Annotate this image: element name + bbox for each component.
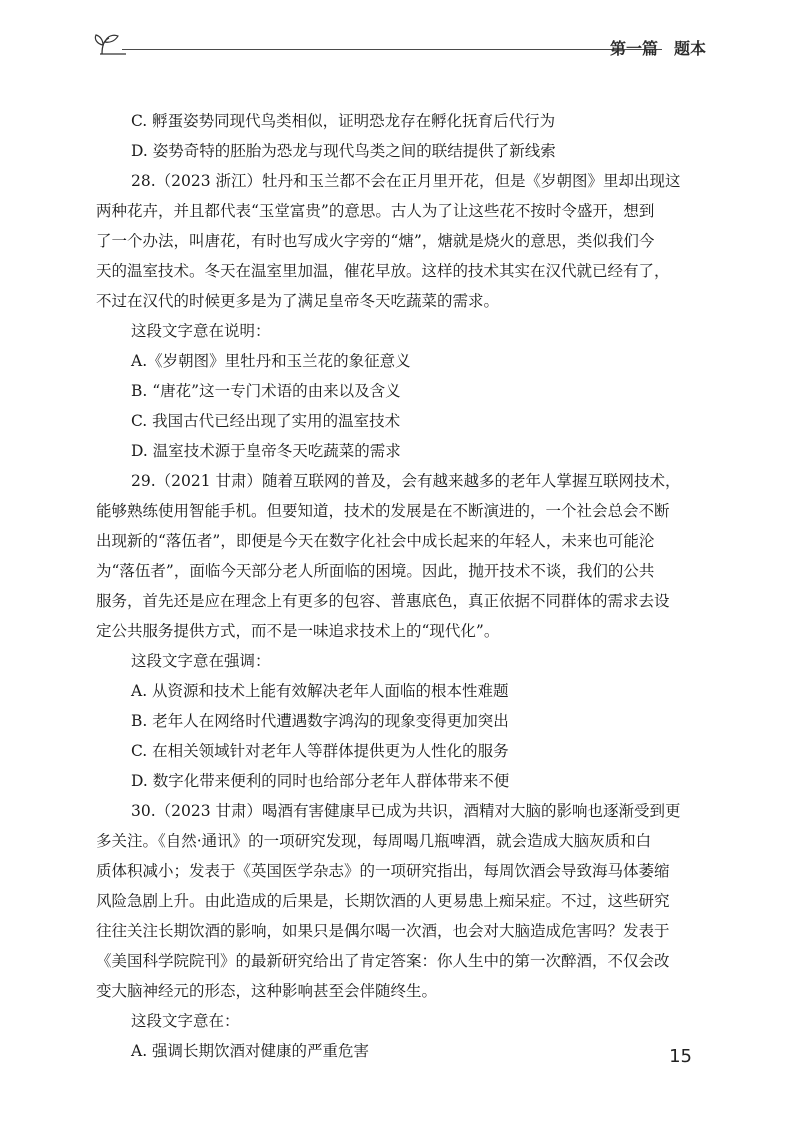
page-content (96, 106, 696, 1066)
q29-line: 定公共服务提供方式，而不是一味追求技术上的“现代化”。 (96, 622, 500, 640)
q30-line: 风险急剧上升。由此造成的后果是，长期饮酒的人更易患上痴呆症。不过，这些研究 (96, 892, 670, 910)
q29-option-b: B. 老年人在网络时代遭遇数字鸿沟的现象变得更加突出 (131, 712, 509, 730)
q28-line: 不过在汉代的时候更多是为了满足皇帝冬天吃蔬菜的需求。 (96, 292, 500, 310)
q28-option-d: D. 温室技术源于皇帝冬天吃蔬菜的需求 (131, 442, 401, 460)
q29-line: 服务，首先还是应在理念上有更多的包容、普惠底色，真正依据不同群体的需求去设 (96, 592, 670, 610)
q30-line: 质体积减小；发表于《英国医学杂志》的一项研究指出，每周饮酒会导致海马体萎缩 (96, 862, 670, 880)
q30-line: 《美国科学院院刊》的最新研究给出了肯定答案：你人生中的第一次醉酒，不仅会改 (96, 952, 670, 970)
q29-stem (96, 466, 696, 646)
q29-option-d: D. 数字化带来便利的同时也给部分老年人群体带来不便 (131, 772, 510, 790)
q28-prompt: 这段文字意在说明： (131, 322, 271, 340)
q29-line: 能够熟练使用智能手机。但要知道，技术的发展是在不断演进的，一个社会总会不断 (96, 502, 670, 520)
page-header (92, 28, 712, 64)
q30-line: 多关注。《自然·通讯》的一项研究发现，每周喝几瓶啤酒，就会造成大脑灰质和白 (96, 832, 652, 850)
q30-stem (96, 796, 696, 1006)
q29-option-c: C. 在相关领域针对老年人等群体提供更为人性化的服务 (131, 742, 509, 760)
q28-line: 两种花卉，并且都代表“玉堂富贵”的意思。古人为了让这些花不按时令盛开，想到 (96, 202, 655, 220)
page-number: 15 (669, 1046, 692, 1067)
q28-option-c: C. 我国古代已经出现了实用的温室技术 (131, 412, 401, 430)
q27-option-d: D. 姿势奇特的胚胎为恐龙与现代鸟类之间的联结提供了新线索 (131, 142, 556, 160)
q28-stem (96, 166, 696, 316)
q28-line: 了一个办法，叫唐花，有时也写成火字旁的“煻”，煻就是烧火的意思，类似我们今 (96, 232, 655, 250)
q28-option-a: A.《岁朝图》里牡丹和玉兰花的象征意义 (131, 352, 411, 370)
header-rule (122, 49, 662, 50)
q27-option-c: C. 孵蛋姿势同现代鸟类相似，证明恐龙存在孵化抚育后代行为 (131, 112, 556, 130)
q29-option-a: A. 从资源和技术上能有效解决老年人面临的根本性难题 (131, 682, 509, 700)
q29-line: 29.（2021 甘肃）随着互联网的普及，会有越来越多的老年人掌握互联网技术， (131, 472, 681, 490)
q28-option-b: B. “唐花”这一专门术语的由来以及含义 (131, 382, 401, 400)
q29-line: 为“落伍者”，面临今天部分老人所面临的困境。因此，抛开技术不谈，我们的公共 (96, 562, 655, 580)
q30-line: 30.（2023 甘肃）喝酒有害健康早已成为共识，酒精对大脑的影响也逐渐受到更 (131, 802, 681, 820)
q29-line: 出现新的“落伍者”，即便是今天在数字化社会中成长起来的年轻人，未来也可能沦 (96, 532, 655, 550)
q28-line: 天的温室技术。冬天在温室里加温，催花早放。这样的技术其实在汉代就已经有了， (96, 262, 670, 280)
q29-prompt: 这段文字意在强调： (131, 652, 271, 670)
q30-option-a: A. 强调长期饮酒对健康的严重危害 (131, 1042, 370, 1060)
sprout-icon (92, 28, 126, 58)
q28-line: 28.（2023 浙江）牡丹和玉兰都不会在正月里开花，但是《岁朝图》里却出现这 (131, 172, 681, 190)
q30-prompt: 这段文字意在： (131, 1012, 240, 1030)
q30-line: 变大脑神经元的形态，这种影响甚至会伴随终生。 (96, 982, 438, 1000)
q30-line: 往往关注长期饮酒的影响，如果只是偶尔喝一次酒，也会对大脑造成危害吗？发表于 (96, 922, 670, 940)
section-title: 第一篇 题本 (609, 39, 706, 58)
